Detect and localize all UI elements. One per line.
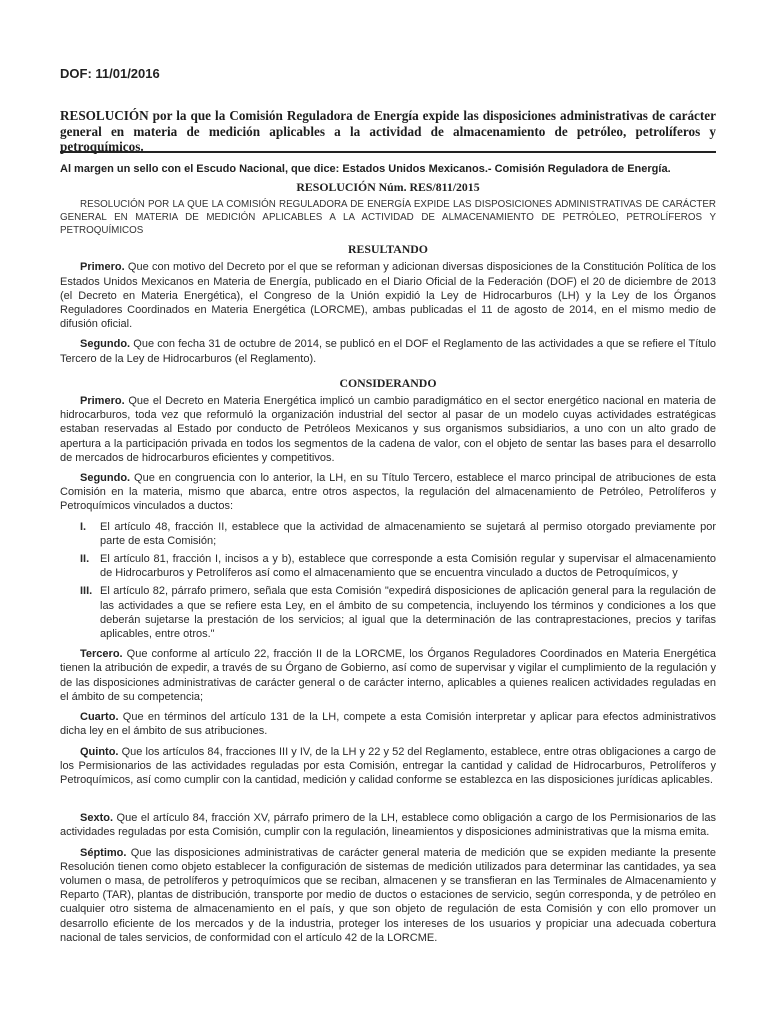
- item-number: II.: [80, 553, 90, 566]
- paragraph-text: Que los artículos 84, fracciones III y IV, de la LH y 22 y 52 del Reglamento, establece, entre otras obligaciones a cargo de los Permisionarios de las actividades reguladas por esta Comisión, entregar la cantidad y calidad de Hidrocarburos, Petrolíferos y Petroquímicos, así como cumplir con la cantidad, medición y calidad conforme se establezca en las disposiciones jurídicas aplicables.: [60, 745, 716, 786]
- title-divider: [60, 151, 716, 153]
- list-item: [60, 520, 716, 548]
- paragraph-text: Que conforme al artículo 22, fracción II de la LORCME, los Órganos Reguladores Coordinados en Materia Energética tienen la atribución de expedir, a través de su Órgano de Gobierno, así como de supervisar y vigilar el cumplimiento de la regulación y de las disposiciones administrativas de carácter general o de carácter interno, aplicables a quienes realicen actividades reguladas en el ámbito de su competencia;: [60, 648, 716, 703]
- considerando-heading: CONSIDERANDO: [339, 375, 437, 390]
- item-text: El artículo 82, párrafo primero, señala que esta Comisión "expedirá disposiciones de aplicación general para la regulación de las actividades a que se refiere esta Ley, en el ámbito de su competencia, incluyendo los términos y condiciones a los que deberán sujetarse la prestación de los servicios; al igual que la determinación de las contraprestaciones, precios y tarifas aplicables, entre otros.": [100, 585, 716, 641]
- fraction-list: [60, 520, 716, 642]
- item-text: El artículo 81, fracción I, incisos a y b), establece que corresponde a esta Comisión regular y supervisar el almacenamiento de Hidrocarburos y Petrolíferos así como el almacenamiento que se encuentra vinculado a ductos de Petroquímicos, y: [100, 553, 716, 580]
- page-break-gap: [60, 793, 716, 811]
- considerando-cuarto: [60, 710, 716, 738]
- resultando-heading: RESULTANDO: [348, 242, 428, 257]
- resolution-caps-title: RESOLUCIÓN POR LA QUE LA COMISIÓN REGULADORA DE ENERGÍA EXPIDE LAS DISPOSICIONES ADMINISTRATIVAS DE CARÁCTER GENERAL EN MATERIA DE MEDICIÓN APLICABLES A LA ACTIVIDAD DE ALMACENAMIENTO DE PETRÓLEO, PETROLÍFEROS Y PETROQUÍMICOS: [60, 199, 716, 237]
- considerando-sexto: [60, 811, 716, 839]
- item-number: I.: [80, 520, 87, 533]
- considerando-segundo: [60, 471, 716, 514]
- resultando-segundo: [60, 337, 716, 365]
- paragraph-lead: Segundo.: [80, 338, 131, 351]
- paragraph-lead: Tercero.: [80, 648, 123, 661]
- list-item: [60, 552, 716, 580]
- resolution-number: RESOLUCIÓN Núm. RES/811/2015: [296, 180, 480, 194]
- resultando-primero: [60, 260, 716, 331]
- considerando-primero: [60, 394, 716, 465]
- paragraph-lead: Quinto.: [80, 745, 119, 758]
- document-body: [60, 180, 716, 951]
- paragraph-text: Que con fecha 31 de octubre de 2014, se publicó en el DOF el Reglamento de las actividades a que se refiere el Título Tercero de la Ley de Hidrocarburos (el Reglamento).: [60, 338, 716, 365]
- paragraph-lead: Primero.: [80, 261, 125, 274]
- item-text: El artículo 48, fracción II, establece que la actividad de almacenamiento se sujetará al permiso otorgado previamente por parte de esta Comisión;: [100, 520, 716, 547]
- considerando-septimo: [60, 846, 716, 945]
- paragraph-text: Que en términos del artículo 131 de la LH, compete a esta Comisión interpretar y aplicar para efectos administrativos dicha ley en el ámbito de sus atribuciones.: [60, 711, 716, 738]
- paragraph-lead: Sexto.: [80, 812, 114, 825]
- paragraph-text: Que con motivo del Decreto por el que se reforman y adicionan diversas disposiciones de la Constitución Política de los Estados Unidos Mexicanos en Materia de Energía, publicado en el Diario Oficial de la Federación (DOF) el 20 de diciembre de 2013 (el Decreto en Materia Energética), el Congreso de la Unión expidió la Ley de Hidrocarburos (LH) y la Ley de los Órganos Reguladores Coordinados en Materia Energética (LORCME), ambas publicadas el 11 de agosto de 2014, en el mismo medio de difusión oficial.: [60, 261, 716, 331]
- document-title: RESOLUCIÓN por la que la Comisión Reguladora de Energía expide las disposiciones administrativas de carácter general en materia de medición aplicables a la actividad de almacenamiento de petróleo, petrolíferos y petroquímicos.: [60, 108, 716, 154]
- paragraph-lead: Segundo.: [80, 472, 131, 485]
- margin-note: Al margen un sello con el Escudo Nacional, que dice: Estados Unidos Mexicanos.- Comisión Reguladora de Energía.: [60, 163, 671, 175]
- paragraph-text: Que las disposiciones administrativas de carácter general materia de medición que se expiden mediante la presente Resolución tienen como objeto establecer la configuración de sistemas de medición utilizados para determinar las cantidades, ya sea volumen o masa, de petrolíferos y petroquímicos que se reciban, almacenen y se transfieran en las Terminales de Almacenamiento y Reparto (TAR), plantas de distribución, transporte por medio de ductos o estaciones de servicio, según corresponda, y de petróleo en cualquier otro sistema de almacenamiento en el país, y que son objeto de regulación de esta Comisión y con ello promover un desarrollo eficiente de los mercados y de la industria, proteger los intereses de los usuarios y propiciar una adecuada cobertura nacional de tales servicios, de conformidad con el artículo 42 de la LORCME.: [60, 846, 716, 944]
- considerando-tercero: [60, 647, 716, 704]
- considerando-quinto: [60, 745, 716, 788]
- paragraph-lead: Séptimo.: [80, 846, 127, 859]
- paragraph-lead: Cuarto.: [80, 711, 119, 724]
- paragraph-text: Que el Decreto en Materia Energética implicó un cambio paradigmático en el sector energético nacional en materia de hidrocarburos, toda vez que reformuló la organización industrial del sector al pasar de un modelo cuyas actividades estratégicas estaban reservadas al Estado por conducto de Petróleos Mexicanos y sus organismos subsidiarios, a uno con un alto grado de apertura a la participación privada en todos los segmentos de la cadena de valor, con el objeto de sentar las bases para el desarrollo de mercados de hidrocarburos eficientes y competitivos.: [60, 395, 716, 464]
- paragraph-text: Que el artículo 84, fracción XV, párrafo primero de la LH, establece como obligación a cargo de los Permisionarios de las actividades reguladas por esta Comisión, cumplir con la regulación, lineamientos y disposiciones administrativas que la misma emita.: [60, 812, 716, 839]
- dof-date: DOF: 11/01/2016: [60, 66, 160, 81]
- item-number: III.: [80, 585, 93, 598]
- list-item: [60, 584, 716, 641]
- paragraph-text: Que en congruencia con lo anterior, la LH, en su Título Tercero, establece el marco principal de atribuciones de esta Comisión en la materia, mismo que abarca, entre otros aspectos, la regulación del almacenamiento de Petróleo, Petrolíferos y Petroquímicos vinculados a ductos:: [60, 472, 716, 513]
- paragraph-lead: Primero.: [80, 395, 125, 408]
